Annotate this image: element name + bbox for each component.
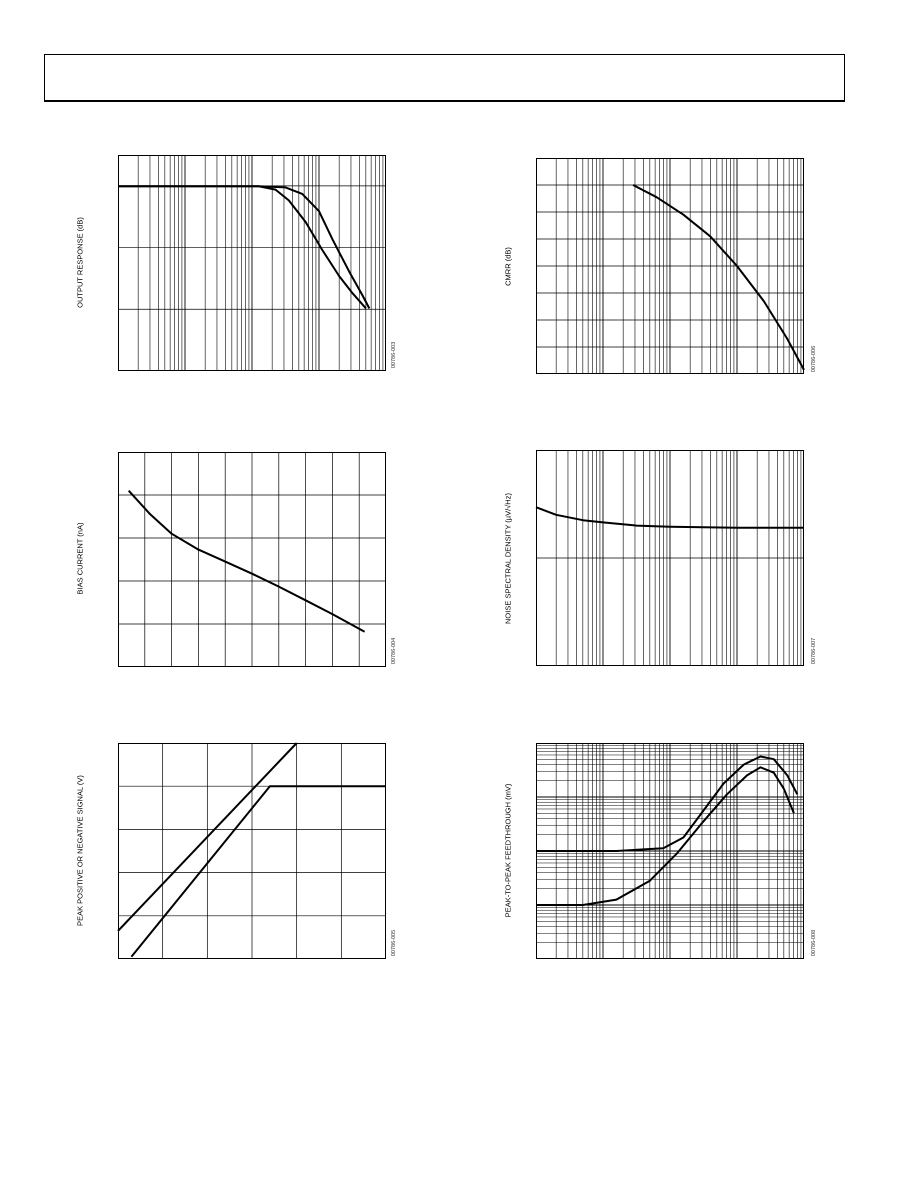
- fig-id-feedthrough: 00786-008: [811, 929, 817, 957]
- gridlines: [536, 450, 804, 666]
- chart-bias-current: [118, 452, 386, 667]
- fig-id-peak-signal: 00786-005: [391, 929, 397, 957]
- series-line-1: [129, 491, 365, 632]
- fig-id-bias-current: 00786-004: [391, 637, 397, 665]
- chart-peak-signal: [118, 743, 386, 959]
- series-line-2: [131, 786, 386, 957]
- gridlines: [118, 743, 386, 959]
- chart-noise-spectral-density: [536, 450, 804, 666]
- ylabel-output-response: OUTPUT RESPONSE (dB): [75, 217, 85, 308]
- ylabel-feedthrough: PEAK-TO-PEAK FEEDTHROUGH (mV): [503, 783, 513, 918]
- series-line-1: [633, 185, 804, 370]
- fig-id-noise-spectral-density: 00786-007: [811, 637, 817, 665]
- ylabel-peak-signal: PEAK POSITIVE OR NEGATIVE SIGNAL (V): [75, 775, 85, 926]
- gridlines: [118, 452, 386, 667]
- series-line-2: [536, 767, 794, 905]
- gridlines: [536, 158, 804, 374]
- fig-id-output-response: 00786-003: [391, 341, 397, 369]
- ylabel-cmrr: CMRR (dB): [503, 247, 513, 286]
- chart-output-response: [118, 155, 386, 371]
- ylabel-bias-current: BIAS CURRENT (nA): [75, 522, 85, 595]
- fig-id-cmrr: 00786-006: [811, 345, 817, 373]
- ylabel-noise-spectral-density: NOISE SPECTRAL DENSITY (µV/√Hz): [503, 493, 513, 624]
- chart-cmrr: [536, 158, 804, 374]
- chart-feedthrough: [536, 743, 804, 959]
- page-header: [44, 54, 845, 102]
